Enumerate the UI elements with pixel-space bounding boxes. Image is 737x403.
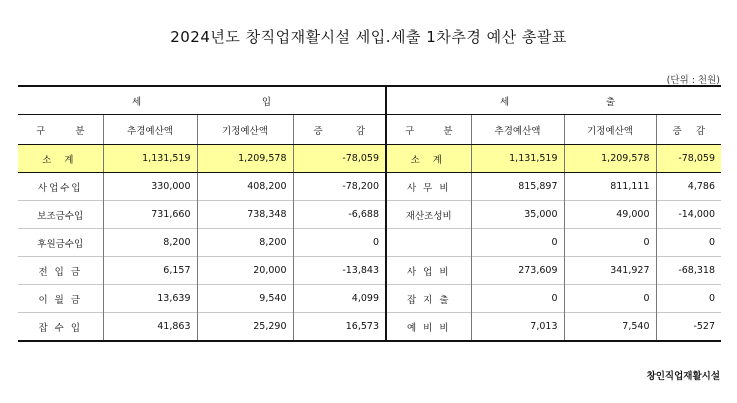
rev-change-header <box>293 115 386 145</box>
rev-item-supplementary: 13,639 <box>103 285 197 313</box>
rev-item-supplementary: 8,200 <box>103 229 197 257</box>
rev-existing-header: 기정예산액 <box>197 115 293 145</box>
document-title: 2024년도 창직업재활시설 세입.세출 1차추경 예산 총괄표 <box>170 28 567 46</box>
exp-subtotal-supplementary: 1,131,519 <box>471 145 564 173</box>
exp-item-existing: 341,927 <box>564 257 656 285</box>
expense-header-char1: 세 <box>500 96 510 108</box>
exp-supplementary-header: 추경예산액 <box>471 115 564 145</box>
rev-item-change: -13,843 <box>293 257 386 285</box>
table-row <box>18 229 721 257</box>
rev-item-label: 잡 수 입 <box>18 313 103 342</box>
rev-item-existing: 20,000 <box>197 257 293 285</box>
budget-summary-table <box>18 85 721 342</box>
rev-item-label: 후원금수입 <box>18 229 103 257</box>
exp-item-label <box>386 229 471 257</box>
rev-category-char2: 분 <box>75 125 85 137</box>
exp-item-supplementary: 35,000 <box>471 201 564 229</box>
organization-name: 창인직업재활시설 <box>646 371 720 382</box>
rev-subtotal-change: -78,059 <box>293 145 386 173</box>
exp-item-supplementary: 0 <box>471 229 564 257</box>
table-row <box>18 257 721 285</box>
exp-change-char2: 감 <box>695 125 705 137</box>
rev-subtotal-label: 소 계 <box>18 145 103 173</box>
exp-item-change: 0 <box>656 229 721 257</box>
rev-change-char2: 감 <box>355 125 365 137</box>
expense-section-header <box>386 86 721 115</box>
exp-subtotal-existing: 1,209,578 <box>564 145 656 173</box>
rev-change-char1: 증 <box>313 125 323 137</box>
exp-item-supplementary: 7,013 <box>471 313 564 342</box>
exp-category-header <box>386 115 471 145</box>
rev-item-supplementary: 330,000 <box>103 173 197 201</box>
revenue-header-char1: 세 <box>132 96 142 108</box>
rev-item-existing: 738,348 <box>197 201 293 229</box>
rev-item-existing: 25,290 <box>197 313 293 342</box>
exp-item-change: 0 <box>656 285 721 313</box>
rev-item-change: 0 <box>293 229 386 257</box>
rev-item-change: 16,573 <box>293 313 386 342</box>
exp-change-char1: 증 <box>672 125 682 137</box>
rev-item-label: 보조금수입 <box>18 201 103 229</box>
exp-item-change: 4,786 <box>656 173 721 201</box>
subtotal-row <box>18 145 721 173</box>
section-header-row <box>18 86 721 115</box>
rev-supplementary-header: 추경예산액 <box>103 115 197 145</box>
table-row <box>18 285 721 313</box>
rev-category-header <box>18 115 103 145</box>
exp-item-supplementary: 0 <box>471 285 564 313</box>
unit-note: (단위 : 천원) <box>666 75 720 86</box>
exp-change-header <box>656 115 721 145</box>
exp-item-label: 사 무 비 <box>386 173 471 201</box>
rev-item-existing: 408,200 <box>197 173 293 201</box>
expense-header-char2: 출 <box>605 96 615 108</box>
rev-item-change: -6,688 <box>293 201 386 229</box>
exp-category-char1: 구 <box>405 125 415 137</box>
exp-item-supplementary: 273,609 <box>471 257 564 285</box>
rev-subtotal-existing: 1,209,578 <box>197 145 293 173</box>
exp-item-change: -527 <box>656 313 721 342</box>
exp-item-existing: 7,540 <box>564 313 656 342</box>
exp-item-existing: 49,000 <box>564 201 656 229</box>
table-row <box>18 313 721 342</box>
exp-item-existing: 0 <box>564 285 656 313</box>
exp-item-existing: 811,111 <box>564 173 656 201</box>
exp-item-change: -68,318 <box>656 257 721 285</box>
column-header-row <box>18 115 721 145</box>
exp-existing-header: 기정예산액 <box>564 115 656 145</box>
rev-item-existing: 8,200 <box>197 229 293 257</box>
revenue-header-char2: 입 <box>261 96 271 108</box>
rev-item-label: 사업수입 <box>18 173 103 201</box>
rev-item-label: 이 월 금 <box>18 285 103 313</box>
table-row <box>18 173 721 201</box>
exp-subtotal-label: 소 계 <box>386 145 471 173</box>
rev-item-supplementary: 41,863 <box>103 313 197 342</box>
exp-item-supplementary: 815,897 <box>471 173 564 201</box>
exp-item-label: 사 업 비 <box>386 257 471 285</box>
exp-item-existing: 0 <box>564 229 656 257</box>
rev-item-label: 전 입 금 <box>18 257 103 285</box>
exp-subtotal-change: -78,059 <box>656 145 721 173</box>
rev-subtotal-supplementary: 1,131,519 <box>103 145 197 173</box>
exp-item-label: 예 비 비 <box>386 313 471 342</box>
rev-item-supplementary: 6,157 <box>103 257 197 285</box>
rev-category-char1: 구 <box>36 125 46 137</box>
exp-item-change: -14,000 <box>656 201 721 229</box>
rev-item-existing: 9,540 <box>197 285 293 313</box>
rev-item-supplementary: 731,660 <box>103 201 197 229</box>
rev-item-change: 4,099 <box>293 285 386 313</box>
table-row <box>18 201 721 229</box>
exp-item-label: 잡 지 출 <box>386 285 471 313</box>
rev-item-change: -78,200 <box>293 173 386 201</box>
exp-category-char2: 분 <box>443 125 453 137</box>
revenue-section-header <box>18 86 386 115</box>
exp-item-label: 재산조성비 <box>386 201 471 229</box>
